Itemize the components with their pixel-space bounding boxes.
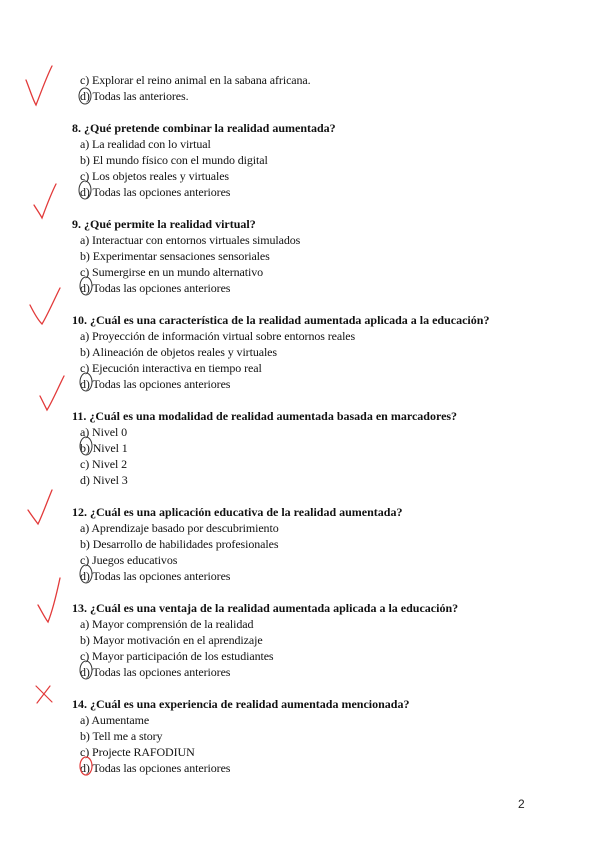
option-text: a) La realidad con lo virtual	[80, 137, 211, 151]
question-10-title: 10. ¿Cuál es una característica de la realidad aumentada aplicada a la educación?	[72, 313, 490, 327]
option-text: c) Sumergirse en un mundo alternativo	[80, 265, 264, 279]
option-text: d) Todas las opciones anteriores	[80, 665, 231, 679]
question-14-title: 14. ¿Cuál es una experiencia de realidad aumentada mencionada?	[72, 697, 410, 711]
option-text: d) Todas las opciones anteriores	[80, 761, 231, 775]
option-text: c) Nivel 2	[80, 457, 127, 471]
check-mark-icon	[26, 66, 52, 105]
option-text: b) Tell me a story	[80, 729, 163, 743]
check-mark-icon	[40, 376, 64, 410]
option-text: a) Interactuar con entornos virtuales simulados	[80, 233, 301, 247]
option-text: c) Mayor participación de los estudiantes	[80, 649, 274, 663]
option-text: d) Todas las opciones anteriores	[80, 377, 231, 391]
option-text: c) Projecte RAFODIUN	[80, 745, 195, 759]
option-text: b) Desarrollo de habilidades profesionales	[80, 537, 279, 551]
option-text: d) Nivel 3	[80, 473, 128, 487]
option-text: b) Nivel 1	[80, 441, 128, 455]
check-mark-icon	[38, 578, 60, 622]
option-text: a) Proyección de información virtual sobre entornos reales	[80, 329, 356, 343]
question-12-title: 12. ¿Cuál es una aplicación educativa de la realidad aumentada?	[72, 505, 403, 519]
question-11-title: 11. ¿Cuál es una modalidad de realidad aumentada basada en marcadores?	[72, 409, 458, 423]
option-text: a) Nivel 0	[80, 425, 127, 439]
check-mark-icon	[28, 490, 52, 524]
option-text: a) Aumentame	[80, 713, 150, 727]
option-text: c) Explorar el reino animal en la sabana africana.	[80, 73, 311, 87]
option-text: b) Experimentar sensaciones sensoriales	[80, 249, 270, 263]
option-text: d) Todas las anteriores.	[80, 89, 189, 103]
option-text: b) Alineación de objetos reales y virtuales	[80, 345, 277, 359]
question-9-title: 9. ¿Qué permite la realidad virtual?	[72, 217, 256, 231]
option-text: a) Mayor comprensión de la realidad	[80, 617, 254, 631]
option-text: c) Los objetos reales y virtuales	[80, 169, 229, 183]
option-text: c) Ejecución interactiva en tiempo real	[80, 361, 262, 375]
option-text: b) Mayor motivación en el aprendizaje	[80, 633, 263, 647]
page-number: 2	[518, 797, 525, 811]
cross-mark-icon	[36, 686, 52, 703]
question-13-title: 13. ¿Cuál es una ventaja de la realidad aumentada aplicada a la educación?	[72, 601, 459, 615]
option-text: c) Juegos educativos	[80, 553, 178, 567]
question-8-title: 8. ¿Qué pretende combinar la realidad aumentada?	[72, 121, 336, 135]
check-mark-icon	[34, 184, 56, 218]
option-text: a) Aprendizaje basado por descubrimiento	[80, 521, 279, 535]
option-text: b) El mundo físico con el mundo digital	[80, 153, 268, 167]
option-text: d) Todas las opciones anteriores	[80, 185, 231, 199]
check-mark-icon	[30, 288, 60, 324]
option-text: d) Todas las opciones anteriores	[80, 281, 231, 295]
option-text: d) Todas las opciones anteriores	[80, 569, 231, 583]
